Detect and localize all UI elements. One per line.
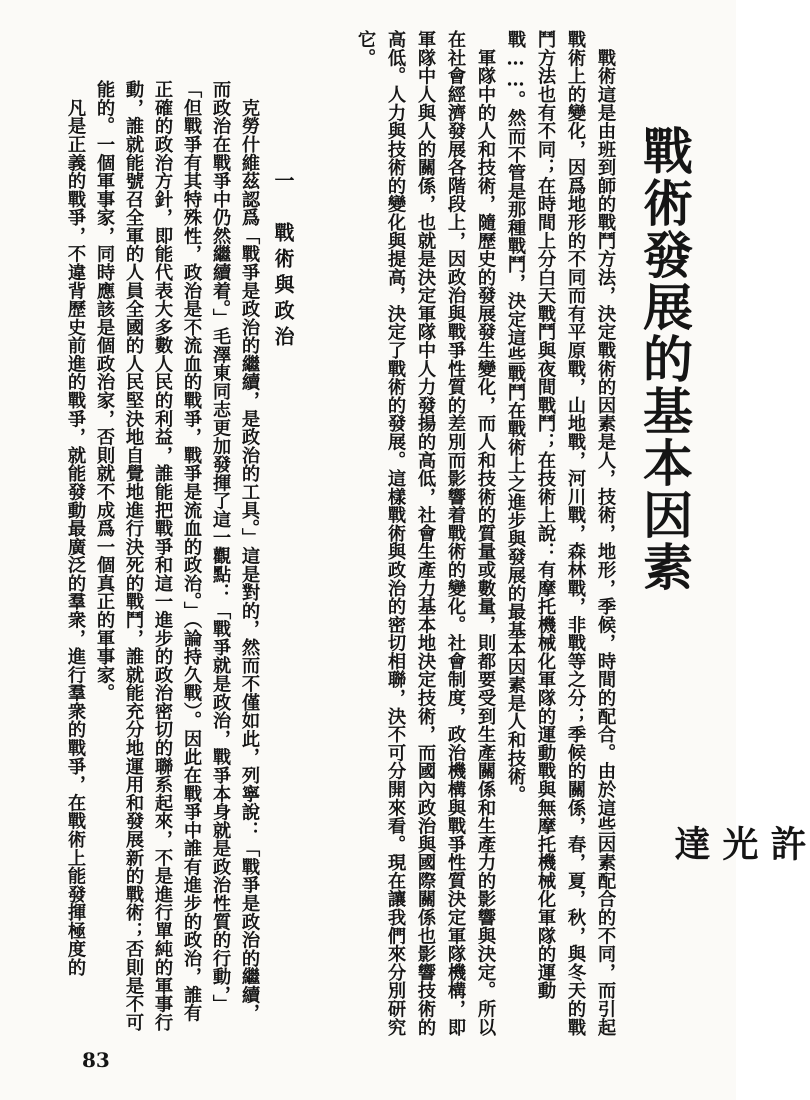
article-author: 許 光 達 bbox=[669, 825, 807, 943]
page-number: 83 bbox=[82, 1048, 110, 1072]
section-heading: 一 戰術與政治 bbox=[271, 170, 295, 352]
intro-body-text: 戰術這是由班到師的戰鬥方法，決定戰術的因素是人，技術，地形，季候，時間的配合。由於這些因素配合的不同，而引起戰術上的變化，因爲地形的不同而有平原戰，山地戰，河川戰，森林戰，非戰等之分；季候的關係，春，夏，秋，與冬天的戰鬥方法也有不同；在時間上分白天戰鬥與夜間戰鬥；在技術上說：有摩托機械化軍隊的運動戰與無摩托機械化軍隊的運動戰……。然而不管是那種戰鬥，決定這些戰鬥在戰術上之進步與發展的最基本因素是人和技術。 軍隊中的人和技術，隨歷史的發展發生變化，而人和技術的質量或數量，則都要受到生產關係和生產力的影響與決定。所以在社會經濟發展各階段上，因政治與戰爭性質的差別而影響着戰術的變化。社會制度，政治機構與戰爭性質決定軍隊機構，即軍隊中人與人的關係，也就是決定軍隊中人力發揚的高低，社會生產力基本地決定技術，而國內政治與國際關係也影響技術的高低。人力與技術的變化與提高，決定了戰術的發展。這樣戰術與政治的密切相聯，決不可分開來看。現在讓我們來分別研究它。 bbox=[355, 30, 616, 1036]
section-body-text: 克勞什維茲認爲「戰爭是政治的繼續，是政治的工具。」這是對的，然而不僅如此，列寧說：「戰爭是政治的繼續，而政治在戰爭中仍然繼續着。」毛澤東同志更加發揮了這一觀點：「戰爭就是政治，戰爭本身就是政治性質的行動，」「但戰爭有其特殊性，政治是不流血的戰爭，戰爭是流血的政治。」（論持久戰）。因此在戰爭中誰有進步的政治，誰有正確的政治方針，即能代表大多數人民的利益，誰能把戰爭和這一進步的政治密切的聯系起來，不是進行單純的軍事行動，誰就能號召全軍的人員全國的人民堅決地自覺地進行決死的戰鬥，誰就能充分地運用和發展新的戰術；否則是不可能的。一個軍事家，同時應該是個政治家，否則就不成爲一個真正的軍事家。 凡是正義的戰爭，不違背歷史前進的戰爭，就能發動最廣泛的羣衆，進行羣衆的戰爭，在戰術上能發揮極度的 bbox=[65, 80, 260, 1032]
article-title: 戰術發展的基本因素 bbox=[635, 125, 694, 593]
